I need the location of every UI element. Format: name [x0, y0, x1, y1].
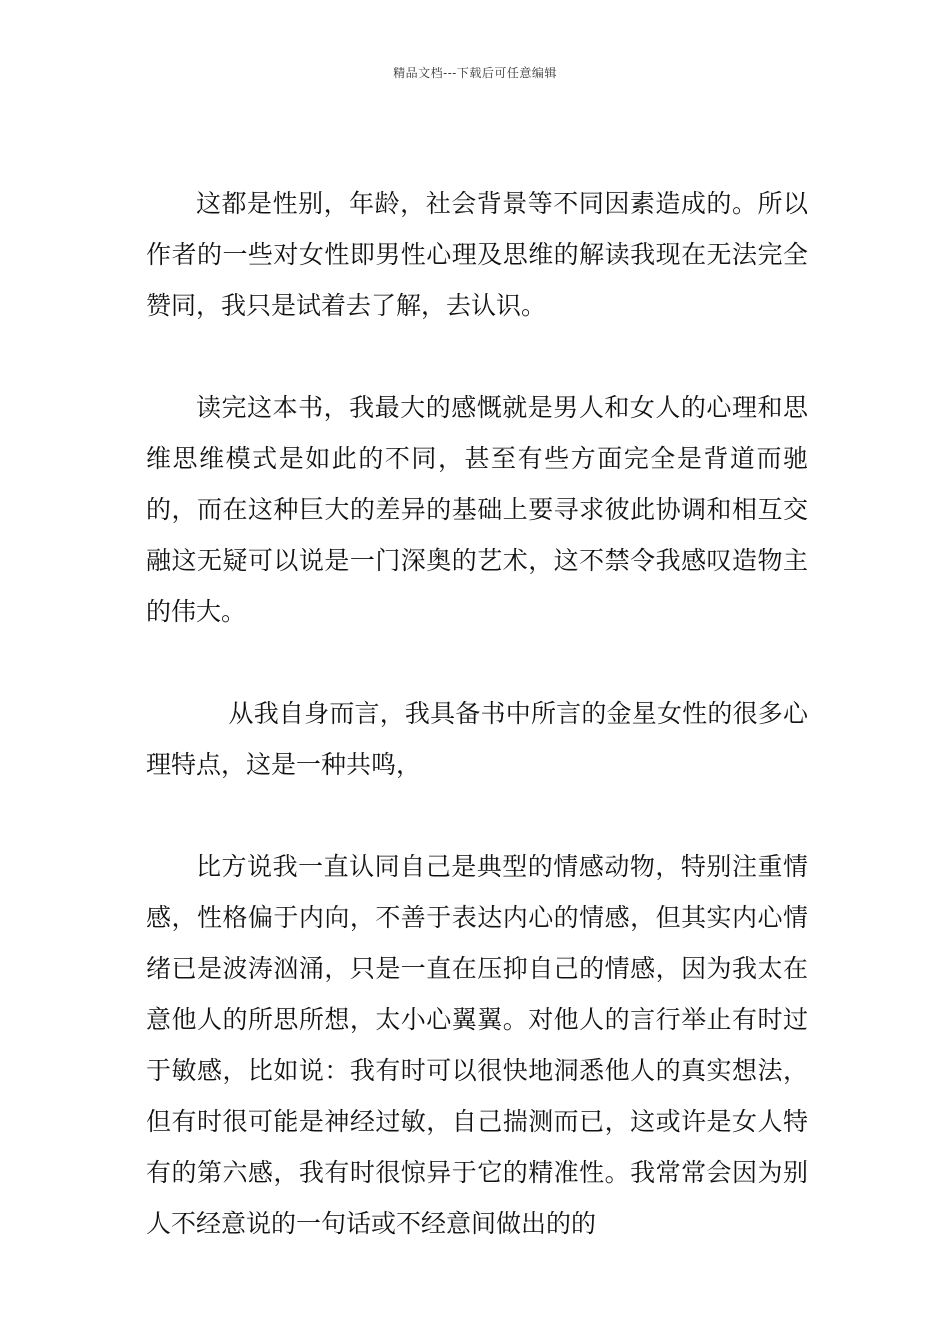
page-header: 精品文档---下载后可任意编辑	[393, 66, 557, 80]
paragraph-1: 这都是性别，年龄，社会背景等不同因素造成的。所以作者的一些对女性即男性心理及思维的解读我现在无法完全赞同，我只是试着去了解，去认识。	[146, 189, 808, 320]
paragraph-3: 从我自身而言，我具备书中所言的金星女性的很多心理特点，这是一种共鸣，	[146, 699, 808, 779]
paragraph-4: 比方说我一直认同自己是典型的情感动物，特别注重情感，性格偏于内向，不善于表达内心的情感，但其实内心情绪已是波涛汹涌，只是一直在压抑自己的情感，因为我太在意他人的所思所想，太小心翼翼。对他人的言行举止有时过于敏感，比如说：我有时可以很快地洞悉他人的真实想法，但有时很可能是神经过敏，自己揣测而已，这或许是女人特有的第六感，我有时很惊异于它的精准性。我常常会因为别人不经意说的一句话或不经意间做出的的	[146, 852, 808, 1238]
document-body	[146, 178, 808, 1249]
paragraph-2: 读完这本书，我最大的感慨就是男人和女人的心理和思维思维模式是如此的不同，甚至有些方面完全是背道而驰的，而在这种巨大的差异的基础上要寻求彼此协调和相互交融这无疑可以说是一门深奥的艺术，这不禁令我感叹造物主的伟大。	[146, 393, 808, 626]
